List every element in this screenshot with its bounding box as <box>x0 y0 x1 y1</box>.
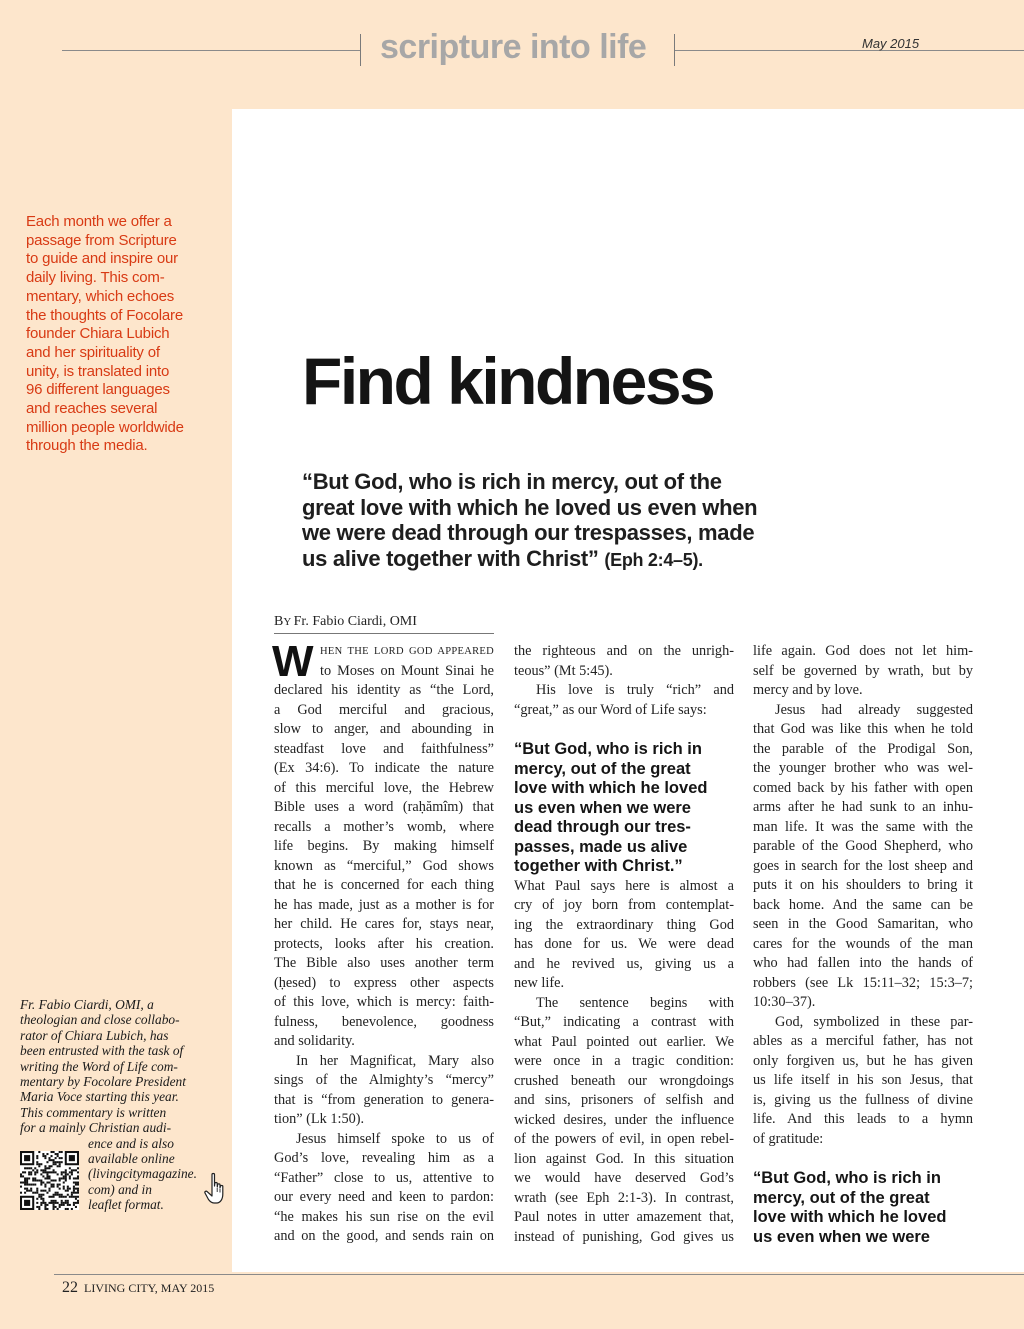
intro-line: million people worldwide <box>26 418 184 436</box>
text-line: life begins. By making himself <box>274 838 494 854</box>
byline <box>274 614 494 634</box>
intro-line: mentary, which echoes <box>26 287 175 305</box>
author-note-line: writing the Word of Life com- <box>20 1058 178 1074</box>
pull-quote-line: together with Christ.” <box>514 857 683 875</box>
pull-quote-line: us even when we were <box>514 798 691 817</box>
page-number: 22 <box>62 1279 78 1296</box>
text-line: Jesus had already suggested <box>775 701 973 718</box>
pull-quote-line: mercy, out of the great <box>514 759 691 778</box>
text-line: the younger brother who was wel- <box>753 760 973 776</box>
quote-line: “But God, who is rich in mercy, out of the <box>302 469 722 494</box>
intro-line: and reaches several <box>26 400 158 418</box>
text-line: wrath (see Eph 2:1-3). In contrast, <box>514 1189 734 1206</box>
text-line: Bible uses a word (raḥămîm) that <box>274 799 494 815</box>
pull-quote-line: love with which he loved <box>514 779 708 797</box>
text-line: what Paul pointed out earlier. We <box>514 1033 734 1050</box>
text-line: “But,” indicating a contrast with <box>514 1014 734 1030</box>
text-line: recalls a mother’s womb, where <box>274 818 494 835</box>
publication-name: LIVING CITY, MAY 2015 <box>84 1281 215 1295</box>
text-line: of this merciful love, the Hebrew <box>274 779 494 796</box>
author-note-line: com) and in <box>88 1181 152 1197</box>
text-line: man life. It was the same with the <box>753 818 973 835</box>
author-note-line: been entrusted with the task of <box>20 1043 184 1059</box>
page-footer <box>62 1279 214 1297</box>
text-line: that God was like this when he told <box>753 721 973 737</box>
quote-line: great love with which he loved us even when <box>302 494 758 520</box>
text-line: we would have deserved God’s <box>514 1170 734 1186</box>
quote-reference: (Eph 2:4–5). <box>604 549 703 570</box>
intro-line: unity, is translated into <box>26 362 170 380</box>
text-line: lion against God. In this situation <box>514 1150 734 1167</box>
text-line: life again. God does not let him- <box>753 643 973 659</box>
text-line: and solidarity. <box>274 1033 355 1049</box>
text-line: fulness, benevolence, goodness <box>274 1013 494 1030</box>
text-line: new life. <box>514 975 565 991</box>
text-line: steadfast love and faithfulness” <box>274 740 494 757</box>
text-line: God, symbolized in these par- <box>775 1013 973 1030</box>
intro-line: through the media. <box>26 437 148 455</box>
text-line: of gratitude: <box>753 1130 824 1147</box>
text-line: is, giving us the fullness of divine <box>753 1091 973 1108</box>
text-line: and sins, prisoners of selfish and <box>514 1092 734 1108</box>
article-column-1 <box>272 637 494 1247</box>
text-line: of the powers of evil, in open rebel- <box>514 1131 734 1147</box>
text-line: goes in search for the lost sheep and <box>753 857 973 874</box>
text-line: of this love, which is mercy: faith- <box>274 994 494 1010</box>
text-line: known as “merciful,” God shows <box>274 857 494 874</box>
author-note-line: mentary by Focolare President <box>20 1074 186 1090</box>
text-line: What Paul says here is almost a <box>514 877 734 894</box>
text-line: sings of the Almighty’s “mercy” <box>274 1072 494 1088</box>
text-line: us life itself in his son Jesus, that <box>753 1072 973 1088</box>
author-note-line: Maria Voce starting this year. <box>20 1089 179 1105</box>
quote-line: us alive together with Christ” (Eph 2:4–5). <box>302 545 703 571</box>
pull-quote-line: passes, made us alive <box>514 837 688 856</box>
text-line: The sentence begins with <box>536 994 734 1011</box>
qr-code-icon[interactable] <box>20 1151 79 1210</box>
text-line: her child. He cares for, stays near, <box>274 916 494 932</box>
pull-quote-line: love with which he loved <box>753 1208 947 1226</box>
author-note-line: for a mainly Christian audi- <box>20 1120 172 1136</box>
text-line: that is “from generation to genera- <box>274 1091 494 1108</box>
intro-line: founder Chiara Lubich <box>26 325 170 343</box>
author-note-line: Fr. Fabio Ciardi, OMI, a <box>20 997 154 1012</box>
author-note-line: rator of Chiara Lubich, has <box>20 1027 169 1043</box>
text-line: wicked desires, under the influence <box>514 1111 734 1128</box>
text-line: and he revived us, giving us a <box>514 955 734 972</box>
text-line: (ḥesed) to express other aspects <box>274 974 494 991</box>
author-note-line: leaflet format. <box>88 1197 164 1213</box>
text-line: His love is truly “rich” and <box>536 682 734 698</box>
text-line: were once in a tragic condition: <box>514 1053 734 1069</box>
quote-line: we were dead through our trespasses, made <box>302 520 755 545</box>
article-column-3 <box>753 642 973 1247</box>
text-line: God’s love, revealing him as a <box>274 1150 494 1166</box>
section-title: scripture into life <box>380 28 647 66</box>
pull-quote <box>514 740 734 877</box>
text-line: who had fallen into the hands of <box>753 955 973 971</box>
byline-prefix: BY <box>274 614 294 629</box>
text-line: cares for the wounds of the man <box>753 935 973 952</box>
intro-line: to guide and inspire our <box>26 250 178 268</box>
text-line: has done for us. We were dead <box>514 936 734 952</box>
pull-quote-line: dead through our tres- <box>514 818 691 836</box>
intro-line: passage from Scripture <box>26 231 177 249</box>
text-line: (Ex 34:6). To indicate the nature <box>274 760 494 776</box>
text-line: robbers (see Lk 15:11–32; 15:3–7; <box>753 974 973 991</box>
text-line: slow to anger, and abounding in <box>274 721 494 737</box>
text-line: the parable of the Prodigal Son, <box>753 740 973 757</box>
intro-line: daily living. This com- <box>26 269 165 287</box>
issue-date: May 2015 <box>862 36 920 51</box>
pull-quote-line: us even when we were <box>753 1227 930 1246</box>
drop-cap: W <box>272 637 314 686</box>
author-note-line: ence and is also <box>88 1135 174 1151</box>
text-line: protects, looks after his creation. <box>274 935 494 952</box>
text-line: In her Magnificat, Mary also <box>296 1052 494 1069</box>
text-line: cry of joy born from contemplat- <box>514 897 734 913</box>
text-line: parable of the Good Shepherd, who <box>753 838 973 854</box>
author-note-line: theologian and close collabo- <box>20 1012 180 1028</box>
scripture-quote <box>302 469 822 573</box>
article-column-2 <box>514 642 734 1247</box>
article-title: Find kindness <box>302 344 714 418</box>
text-line: ables as a merciful father, has not <box>753 1033 973 1049</box>
text-line: our every need and keen to pardon: <box>274 1189 494 1205</box>
text-line: Jesus himself spoke to us of <box>296 1130 494 1147</box>
text-line: The Bible also uses another term <box>274 955 494 971</box>
text-line: back home. And the same can be <box>753 896 973 913</box>
author-note-line: This commentary is written <box>20 1104 167 1120</box>
pull-quote <box>753 1169 973 1247</box>
intro-line: 96 different languages <box>26 381 170 399</box>
byline-author: Fr. Fabio Ciardi, OMI <box>293 614 417 629</box>
text-line: comed back by his father with open <box>753 779 973 796</box>
pointer-hand-icon <box>203 1172 229 1206</box>
intro-line: Each month we offer a <box>26 213 172 230</box>
text-line: Paul notes in utter amazement that, <box>514 1209 734 1225</box>
text-line: tion” (Lk 1:50). <box>274 1111 365 1127</box>
text-line: he has made, just as a mother is for <box>274 896 494 913</box>
author-note-line: (livingcitymagazine. <box>88 1166 197 1182</box>
text-line: to Moses on Mount Sinai he <box>320 662 494 679</box>
text-line: “he makes his sun rise on the evil <box>274 1208 494 1225</box>
text-line: that he is concerned for each thing <box>274 877 494 893</box>
text-line: puts it on his shoulders to bring it <box>753 877 973 893</box>
text-line: self be governed by wrath, but by <box>753 662 973 679</box>
footer-rule <box>54 1274 1024 1275</box>
text-line: teous” (Mt 5:45). <box>514 662 613 679</box>
text-line: declared his identity as “the Lord, <box>274 682 494 698</box>
text-line: a God merciful and gracious, <box>274 701 494 718</box>
text-line: ing the extraordinary thing God <box>514 916 734 933</box>
text-line: and on the good, and sends rain on <box>274 1228 494 1244</box>
header-rule-left <box>62 50 360 51</box>
pull-quote-line: “But God, who is rich in <box>514 740 702 758</box>
text-line: the righteous and on the unrigh- <box>514 643 734 659</box>
header-divider-left <box>360 34 361 66</box>
text-line: life. And this leads to a hymn <box>753 1111 973 1127</box>
text-line: only forgiven us, but he has given <box>753 1052 973 1069</box>
sidebar-intro <box>26 213 221 456</box>
text-line: seen in the Good Samaritan, who <box>753 916 973 932</box>
intro-line: the thoughts of Focolare <box>26 306 183 324</box>
text-line: “Father” close to us, attentive to <box>274 1169 494 1186</box>
pull-quote-line: “But God, who is rich in <box>753 1169 941 1187</box>
pull-quote-line: mercy, out of the great <box>753 1188 930 1207</box>
header-rule-right <box>675 50 1024 51</box>
author-note-line: available online <box>88 1151 175 1167</box>
text-line: mercy and by love. <box>753 682 863 698</box>
text-line: “great,” as our Word of Life says: <box>514 701 707 718</box>
text-line: arms after he had sunk to an inhu- <box>753 799 973 815</box>
intro-line: and her spirituality of <box>26 343 160 361</box>
text-line: instead of punishing, God gives us <box>514 1228 734 1245</box>
text-line: 10:30–37). <box>753 994 816 1010</box>
text-line: crushed beneath our wrongdoings <box>514 1072 734 1089</box>
lead-in: HEN THE LORD GOD APPEARED <box>320 646 494 657</box>
